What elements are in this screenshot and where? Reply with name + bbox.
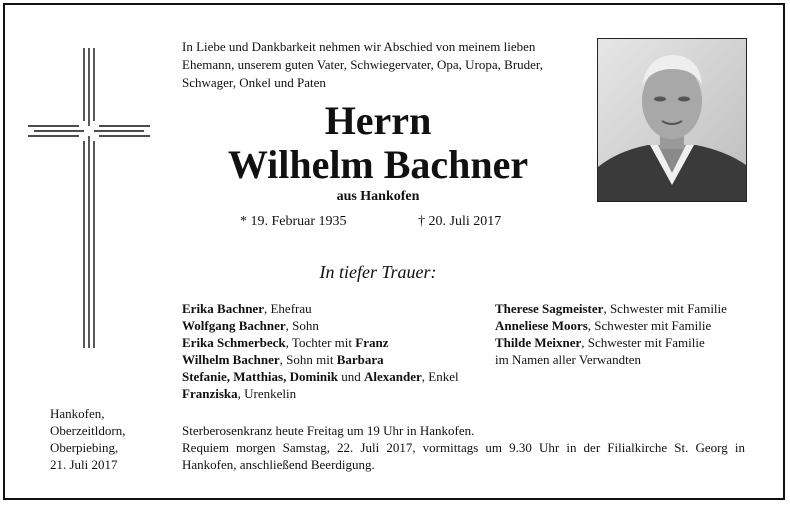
mourner-relation: , Sohn	[285, 318, 319, 333]
service-line: Requiem morgen Samstag, 22. Juli 2017, vormittags um 9.30 Uhr in der Filialkirche St. Georg in	[182, 440, 745, 455]
place-line: Oberpiebing,	[50, 440, 119, 455]
mourner-name: Erika Schmerbeck	[182, 335, 286, 350]
mourner-row	[182, 385, 459, 402]
mourner-name: Franz	[355, 335, 389, 350]
mourner-row	[182, 351, 459, 368]
mourner-relation: im Namen aller Verwandten	[495, 352, 641, 367]
service-line: Sterberosenkranz heute Freitag um 19 Uhr in Hankofen.	[182, 423, 475, 438]
intro-text	[182, 38, 582, 92]
cross-icon	[28, 48, 150, 348]
mourner-row	[495, 317, 727, 334]
intro-line: Ehemann, unserem guten Vater, Schwiegervater, Opa, Uropa, Bruder,	[182, 57, 543, 72]
birth-date: * 19. Februar 1935	[240, 214, 347, 229]
mourner-relation: , Sohn mit	[279, 352, 337, 367]
mourner-relation: , Tochter mit	[285, 335, 356, 350]
mourner-relation: , Urenkelin	[237, 386, 297, 401]
mourner-name: Erika Bachner	[182, 301, 264, 316]
salutation: Herrn	[324, 98, 432, 143]
mourner-name: Wilhelm Bachner	[182, 352, 280, 367]
mourner-name: Barbara	[336, 352, 384, 367]
mourner-relation: , Ehefrau	[263, 301, 312, 316]
mourner-row	[495, 300, 727, 317]
mourner-row	[495, 334, 727, 351]
mourner-relation: , Enkel	[421, 369, 459, 384]
mourner-row	[182, 334, 459, 351]
death-date: † 20. Juli 2017	[418, 214, 502, 229]
mourner-row	[182, 368, 459, 385]
mourner-relation: , Schwester mit Familie	[603, 301, 727, 316]
origin: aus Hankofen	[336, 189, 420, 204]
mourner-name: Stefanie, Matthias, Dominik	[182, 369, 338, 384]
intro-line: Schwager, Onkel und Paten	[182, 75, 326, 90]
service-line: Hankofen, anschließend Beerdigung.	[182, 457, 375, 472]
mourners-left	[182, 300, 459, 402]
mourner-name: Anneliese Moors	[495, 318, 588, 333]
place-line: Oberzeitldorn,	[50, 423, 126, 438]
mourner-name: Thilde Meixner	[495, 335, 582, 350]
mourner-row	[495, 351, 727, 368]
place-line: Hankofen,	[50, 406, 105, 421]
mourner-relation: , Schwester mit Familie	[581, 335, 705, 350]
service-info	[182, 422, 745, 473]
mourner-relation: und	[338, 369, 364, 384]
mourner-name: Wolfgang Bachner	[182, 318, 286, 333]
place-date	[50, 405, 125, 473]
deceased-name: Wilhelm Bachner	[227, 142, 529, 187]
mourners-right	[495, 300, 727, 368]
mourning-heading: In tiefer Trauer:	[319, 262, 437, 282]
intro-line: In Liebe und Dankbarkeit nehmen wir Abschied von meinem lieben	[182, 39, 536, 54]
mourner-row	[182, 300, 459, 317]
mourner-relation: , Schwester mit Familie	[587, 318, 712, 333]
mourner-name: Therese Sagmeister	[495, 301, 604, 316]
mourner-row	[182, 317, 459, 334]
portrait-photo	[597, 38, 747, 202]
mourner-name: Alexander	[364, 369, 422, 384]
mourner-name: Franziska	[182, 386, 238, 401]
place-line: 21. Juli 2017	[50, 457, 118, 472]
